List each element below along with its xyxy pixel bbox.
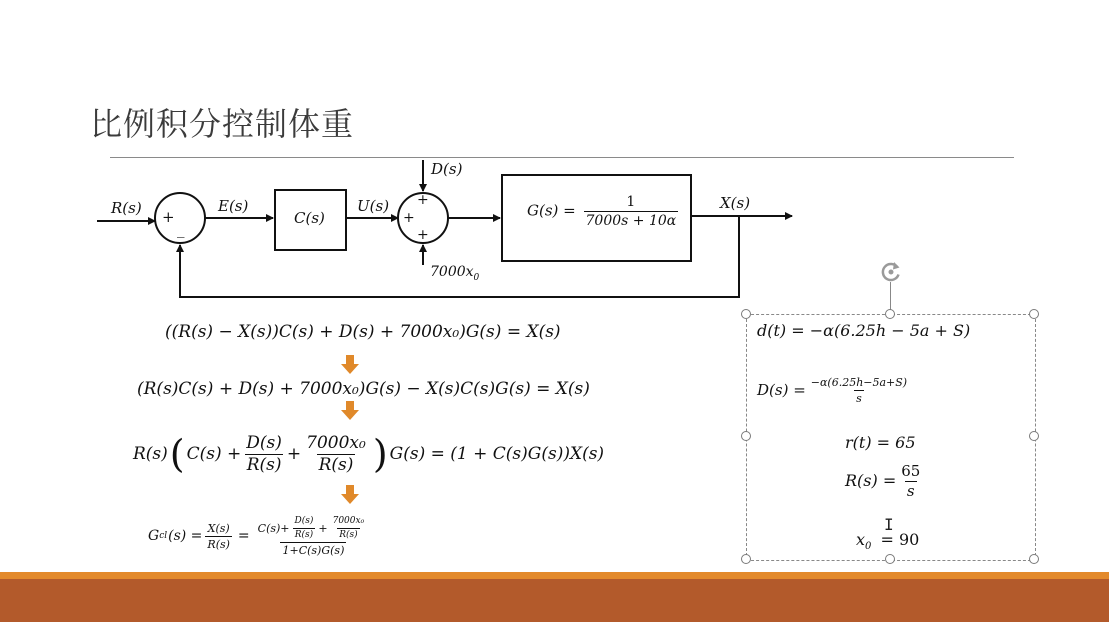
derivation-line-1[interactable]: ((R(s) − X(s))C(s) + D(s) + 7000x₀)G(s) = X(s) [165, 322, 561, 342]
rotate-stem [890, 282, 891, 310]
resize-handle-middle-right[interactable] [1029, 431, 1039, 441]
sum1-minus-sign: _ [177, 220, 185, 238]
label-control: U(s) [357, 197, 390, 215]
sum2-plus-top: + [417, 192, 429, 208]
disturbance-laplace-equation[interactable]: D(s) = $\frac{-\alpha(6.25h-5a+S)}{s}$ [757, 375, 908, 405]
text-cursor-icon: I [884, 515, 894, 534]
label-output: X(s) [720, 194, 751, 212]
plant-transfer-function: G(s) = $\frac{1}{7000s + 10\alpha}$ [527, 194, 677, 229]
reference-laplace-equation[interactable]: R(s) = $\frac{65}{s}$ [845, 461, 921, 500]
label-offset: $7000x_0$ [430, 264, 480, 283]
resize-handle-top-left[interactable] [741, 309, 751, 319]
footer-accent-bar [0, 572, 1109, 622]
disturbance-time-equation[interactable]: d(t) = −α(6.25h − 5a + S) [757, 321, 971, 340]
slide-title[interactable]: 比例积分控制体重 [90, 105, 355, 143]
resize-handle-bottom-middle[interactable] [885, 554, 895, 564]
down-arrow-icon [340, 485, 360, 505]
down-arrow-icon [340, 355, 360, 375]
reference-time-equation[interactable]: r(t) = 65 [845, 433, 916, 452]
sum1-plus-sign: + [162, 208, 175, 226]
rotate-handle-icon[interactable] [877, 258, 905, 286]
initial-weight-equation[interactable]: $x_0 = 90$ [856, 530, 920, 553]
closed-loop-transfer-function[interactable]: G cl (s) = $\frac{X(s)}{R(s)}$ = C(s)+ $\frac{D(s)}{R(s)}$ + $\frac{\text{7000x₀}}{R(s)}$ 1+C(s)G(s) [148, 515, 365, 557]
derivation-line-3[interactable]: R(s) ( C(s) + $\frac{D(s)}{R(s)}$ + $\frac{\text{7000x₀}}{R(s)}$ ) G(s) = (1 + C(s)G(s))X(s) [133, 432, 605, 476]
resize-handle-middle-left[interactable] [741, 431, 751, 441]
derivation-line-2[interactable]: (R(s)C(s) + D(s) + 7000x₀)G(s) − X(s)C(s)G(s) = X(s) [137, 379, 590, 399]
resize-handle-top-middle[interactable] [885, 309, 895, 319]
sum2-plus-bottom: + [417, 227, 429, 243]
down-arrow-icon [340, 401, 360, 421]
resize-handle-bottom-left[interactable] [741, 554, 751, 564]
label-error: E(s) [218, 197, 249, 215]
block-diagram[interactable] [0, 0, 1109, 310]
label-input: R(s) [111, 199, 142, 217]
sum2-plus-left: + [403, 210, 415, 226]
resize-handle-bottom-right[interactable] [1029, 554, 1039, 564]
controller-label: C(s) [294, 209, 325, 227]
resize-handle-top-right[interactable] [1029, 309, 1039, 319]
label-disturbance: D(s) [431, 160, 463, 178]
